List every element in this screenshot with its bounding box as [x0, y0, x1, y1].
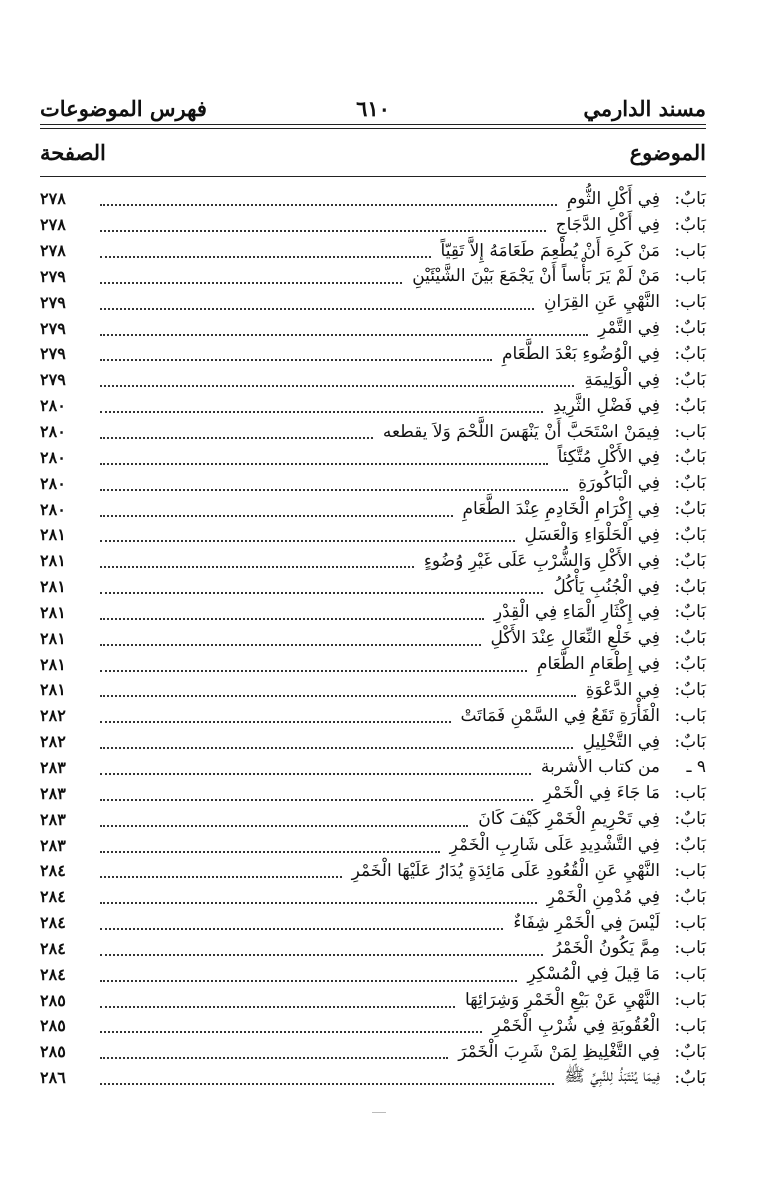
column-header-rule: [40, 176, 706, 177]
toc-entry: [40, 600, 706, 626]
dot-leader: [100, 798, 533, 801]
toc-entry: [40, 910, 706, 936]
dot-leader: [100, 255, 431, 258]
toc-entry: [40, 677, 706, 703]
entry-title: فِي أَكْلِ الثُّومِ: [566, 188, 660, 209]
toc-entry: [40, 419, 706, 445]
entry-title: فِي خَلْعِ النِّعَالِ عِنْدَ الأَكْلِ: [490, 628, 660, 649]
toc-entry: [40, 1013, 706, 1039]
dot-leader: [100, 720, 451, 723]
dot-leader: [100, 358, 492, 361]
entry-page-number: ٢٨٣: [40, 809, 66, 829]
running-header: [40, 92, 706, 126]
entry-prefix: بَاب:: [674, 705, 706, 726]
entry-title: فِي التَّغْلِيظِ لِمَنْ شَرِبَ الْخَمْرَ: [458, 1041, 660, 1062]
entry-prefix: بَابٌ:: [674, 731, 706, 752]
entry-title: فِي فَضْلِ الثَّرِيدِ: [553, 395, 660, 416]
dot-leader: [100, 1056, 448, 1059]
toc-entry: [40, 1065, 706, 1091]
entry-prefix: بَابٌ:: [674, 886, 706, 907]
entry-prefix: بَاب:: [674, 421, 706, 442]
entry-title: فِي الْحَلْوَاءِ وَالْعَسَلِ: [524, 524, 660, 545]
entry-page-number: ٢٨٠: [40, 422, 66, 442]
entry-page-number: ٢٨٣: [40, 757, 66, 777]
entry-title: مَا جَاءَ فِي الْخَمْرِ: [543, 783, 660, 804]
entry-prefix: بَابٌ:: [674, 395, 706, 416]
entry-title: فِيمَنْ اسْتَحَبَّ أَنْ يَنْهَسَ اللَّحْمَ وَلاَ يقطعه: [382, 421, 660, 442]
toc-entry: [40, 574, 706, 600]
entry-title: فِي أَكْلِ الدَّجَاجِ: [555, 214, 660, 235]
dot-leader: [100, 565, 414, 568]
entry-page-number: ٢٨١: [40, 577, 66, 597]
dot-leader: [100, 669, 527, 672]
entry-title: فِي إِطْعَامِ الطَّعَامِ: [536, 654, 660, 675]
page-number: ٦١٠: [356, 96, 390, 121]
entry-page-number: ٢٨٤: [40, 887, 66, 907]
toc-entry: [40, 806, 706, 832]
entry-prefix: بَاب:: [674, 240, 706, 261]
toc-entry: [40, 470, 706, 496]
entry-page-number: ٢٨٠: [40, 396, 66, 416]
entry-title: الْفَأْرَةِ تَقَعُ فِي السَّمْنِ فَمَاتَتْ: [460, 705, 660, 726]
toc-entry: [40, 755, 706, 781]
toc-entry: [40, 987, 706, 1013]
entry-title: لَيْسَ فِي الْخَمْرِ شِفَاءٌ: [513, 912, 660, 933]
entry-prefix: بَاب:: [674, 783, 706, 804]
toc-entry: [40, 367, 706, 393]
entry-title: فِي الْبَاكُورَةِ: [578, 473, 660, 494]
toc-entry: [40, 393, 706, 419]
dot-leader: [100, 772, 531, 775]
entry-title: فِي الْجُنُبِ يَأْكُلُ: [553, 576, 660, 597]
entry-prefix: بَابٌ:: [674, 679, 706, 700]
entry-page-number: ٢٨١: [40, 680, 66, 700]
dot-leader: [100, 746, 573, 749]
dot-leader: [100, 1082, 554, 1085]
entry-title: النَّهْيِ عَنِ القِرَانِ: [543, 292, 660, 313]
toc-entry: [40, 238, 706, 264]
entry-prefix: بَابٌ:: [674, 369, 706, 390]
entry-page-number: ٢٨٥: [40, 990, 66, 1010]
dot-leader: [100, 1005, 455, 1008]
toc-entry: [40, 444, 706, 470]
entry-prefix: بَابٌ:: [674, 809, 706, 830]
entry-page-number: ٢٨٢: [40, 732, 66, 752]
toc-entry: [40, 832, 706, 858]
entry-page-number: ٢٨٦: [40, 1068, 66, 1088]
entry-page-number: ٢٨١: [40, 551, 66, 571]
dot-leader: [100, 694, 576, 697]
dot-leader: [100, 333, 588, 336]
entry-page-number: ٢٨٣: [40, 783, 66, 803]
toc-entry: [40, 961, 706, 987]
entry-page-number: ٢٧٩: [40, 370, 66, 390]
entry-title: مَنْ كَرِهَ أَنْ يُطْعِمَ طَعَامَهُ إِلاَّ تَقِيّاً: [440, 240, 660, 261]
dot-leader: [100, 384, 574, 387]
toc-entry: [40, 341, 706, 367]
dot-leader: [100, 488, 568, 491]
book-title: مسند الدارمي: [583, 96, 706, 121]
entry-title: فِي التَّمْرِ: [598, 318, 660, 339]
entry-title: فِي الْوَلِيمَةِ: [584, 369, 660, 390]
entry-prefix: بَابٌ:: [674, 835, 706, 856]
entry-page-number: ٢٨٥: [40, 1042, 66, 1062]
dot-leader: [100, 643, 481, 646]
entry-title: من كتاب الأشربة: [540, 757, 660, 778]
dot-leader: [100, 514, 453, 517]
entry-title: فِي إِكْثَارِ الْمَاءِ فِي الْقِدْرِ: [493, 602, 660, 623]
entry-prefix: بَابٌ:: [674, 318, 706, 339]
entry-page-number: ٢٨١: [40, 628, 66, 648]
entry-prefix: بَابٌ:: [674, 188, 706, 209]
dot-leader: [100, 281, 402, 284]
entry-title: مَنْ لَمْ يَرَ بَأْساً أَنْ يَجْمَعَ بَيْنَ الشَّيْئَيْنِ: [412, 266, 660, 287]
page-column-header: الصفحة: [40, 140, 106, 165]
column-headers: [40, 140, 706, 176]
dot-leader: [100, 462, 548, 465]
entry-title: فِي الأَكْلِ مُتَّكِئاً: [557, 447, 660, 468]
entry-prefix: بَابٌ:: [674, 1041, 706, 1062]
entry-prefix: بَاب:: [674, 964, 706, 985]
toc-entry: [40, 625, 706, 651]
entry-page-number: ٢٧٨: [40, 189, 66, 209]
entry-page-number: ٢٨٤: [40, 938, 66, 958]
entry-title: مَا قِيلَ فِي الْمُسْكِرِ: [527, 964, 660, 985]
dot-leader: [100, 927, 503, 930]
entry-page-number: ٢٧٨: [40, 215, 66, 235]
dot-leader: [100, 901, 537, 904]
entry-page-number: ٢٧٩: [40, 292, 66, 312]
entry-page-number: ٢٧٩: [40, 318, 66, 338]
entry-prefix: بَاب:: [674, 292, 706, 313]
entry-prefix: بَابٌ:: [674, 550, 706, 571]
toc-entry: [40, 884, 706, 910]
entry-prefix: بَابٌ:: [674, 499, 706, 520]
dot-leader: [100, 875, 342, 878]
header-rule-bottom: [40, 128, 706, 129]
toc-entry: [40, 729, 706, 755]
entry-page-number: ٢٨٢: [40, 706, 66, 726]
entry-prefix: بَابٌ:: [674, 628, 706, 649]
toc-entry: [40, 651, 706, 677]
entry-title: فِي تَحْرِيمِ الْخَمْرِ كَيْفَ كَانَ: [478, 809, 660, 830]
entry-title: فِي الدَّعْوَةِ: [585, 679, 660, 700]
entry-prefix: بَابٌ:: [674, 654, 706, 675]
dot-leader: [100, 436, 373, 439]
dot-leader: [100, 1030, 482, 1033]
entry-page-number: ٢٨٥: [40, 1016, 66, 1036]
entry-page-number: ٢٧٩: [40, 344, 66, 364]
entry-page-number: ٢٧٩: [40, 266, 66, 286]
toc-entry: [40, 289, 706, 315]
dot-leader: [100, 410, 543, 413]
toc-entry: [40, 548, 706, 574]
dot-leader: [100, 953, 543, 956]
section-title: فهرس الموضوعات: [40, 96, 207, 121]
footer-mark: [372, 1112, 386, 1113]
entry-title: الْعُقُوبَةِ فِي شُرْبِ الْخَمْرِ: [492, 1015, 660, 1036]
entry-page-number: ٢٨٠: [40, 499, 66, 519]
toc-entry: [40, 264, 706, 290]
dot-leader: [100, 617, 484, 620]
entry-page-number: ٢٨١: [40, 525, 66, 545]
dot-leader: [100, 307, 534, 310]
dot-leader: [100, 203, 557, 206]
toc-entry: [40, 496, 706, 522]
entry-page-number: ٢٨٤: [40, 913, 66, 933]
toc-entry: [40, 703, 706, 729]
entry-prefix: بَابٌ:: [674, 576, 706, 597]
entry-prefix: بَاب:: [674, 912, 706, 933]
entry-page-number: ٢٨٠: [40, 447, 66, 467]
toc-entry: [40, 780, 706, 806]
entry-title: فِيمَا يُنْتَبَذُ لِلنَّبِيِّ ﷺ: [564, 1066, 660, 1087]
entry-title: النَّهْيِ عَنْ بَيْعِ الْخَمْرِ وَشِرَائِهَا: [464, 990, 660, 1011]
entry-prefix: بَاب:: [674, 990, 706, 1011]
entry-prefix: بَابٌ:: [674, 602, 706, 623]
toc-entry: [40, 212, 706, 238]
toc-entry: [40, 522, 706, 548]
entry-prefix: بَابٌ:: [674, 524, 706, 545]
dot-leader: [100, 850, 440, 853]
entry-page-number: ٢٨٤: [40, 861, 66, 881]
entry-prefix: بَابٌ:: [674, 473, 706, 494]
dot-leader: [100, 591, 543, 594]
entry-title: فِي الْوُضُوءِ بَعْدَ الطَّعَامِ: [501, 343, 660, 364]
entry-title: مِمَّ يَكُونُ الْخَمْرُ: [553, 938, 660, 959]
entry-title: فِي مُدْمِنِ الْخَمْرِ: [546, 886, 660, 907]
toc-entry: [40, 858, 706, 884]
toc-entry: [40, 935, 706, 961]
entry-title: فِي الأَكْلِ وَالشُّرْبِ عَلَى غَيْرِ وُضُوءٍ: [423, 550, 660, 571]
entry-prefix: بَاب:: [674, 938, 706, 959]
dot-leader: [100, 229, 546, 232]
entry-prefix: بَابٌ:: [674, 214, 706, 235]
entry-prefix: بَاب:: [674, 1015, 706, 1036]
entry-prefix: بَابٌ:: [674, 1067, 706, 1088]
toc-entry: [40, 1039, 706, 1065]
entry-page-number: ٢٨٤: [40, 964, 66, 984]
entry-prefix: بَابٌ:: [674, 447, 706, 468]
entry-title: فِي التَّخْلِيلِ: [582, 731, 660, 752]
entry-page-number: ٢٧٨: [40, 241, 66, 261]
entry-page-number: ٢٨٣: [40, 835, 66, 855]
entry-prefix: بَاب:: [674, 266, 706, 287]
entry-title: فِي إِكْرَامِ الْخَادِمِ عِنْدَ الطَّعَامِ: [462, 499, 660, 520]
dot-leader: [100, 539, 515, 542]
entry-prefix: بَاب:: [674, 860, 706, 881]
entry-page-number: ٢٨٠: [40, 473, 66, 493]
toc-list: [40, 186, 706, 1091]
header-rule-top: [40, 124, 706, 125]
entry-prefix: ٩ ـ: [686, 757, 706, 778]
entry-prefix: بَابٌ:: [674, 343, 706, 364]
toc-entry: [40, 186, 706, 212]
dot-leader: [100, 824, 468, 827]
entry-title: فِي التَّشْدِيدِ عَلَى شَارِبِ الْخَمْرِ: [449, 835, 660, 856]
toc-entry: [40, 315, 706, 341]
entry-page-number: ٢٨١: [40, 654, 66, 674]
topic-column-header: الموضوع: [629, 140, 706, 165]
dot-leader: [100, 979, 517, 982]
entry-title: النَّهْيِ عَنِ الْقُعُودِ عَلَى مَائِدَةٍ يُدَارُ عَلَيْهَا الْخَمْرِ: [351, 860, 660, 881]
entry-page-number: ٢٨١: [40, 602, 66, 622]
